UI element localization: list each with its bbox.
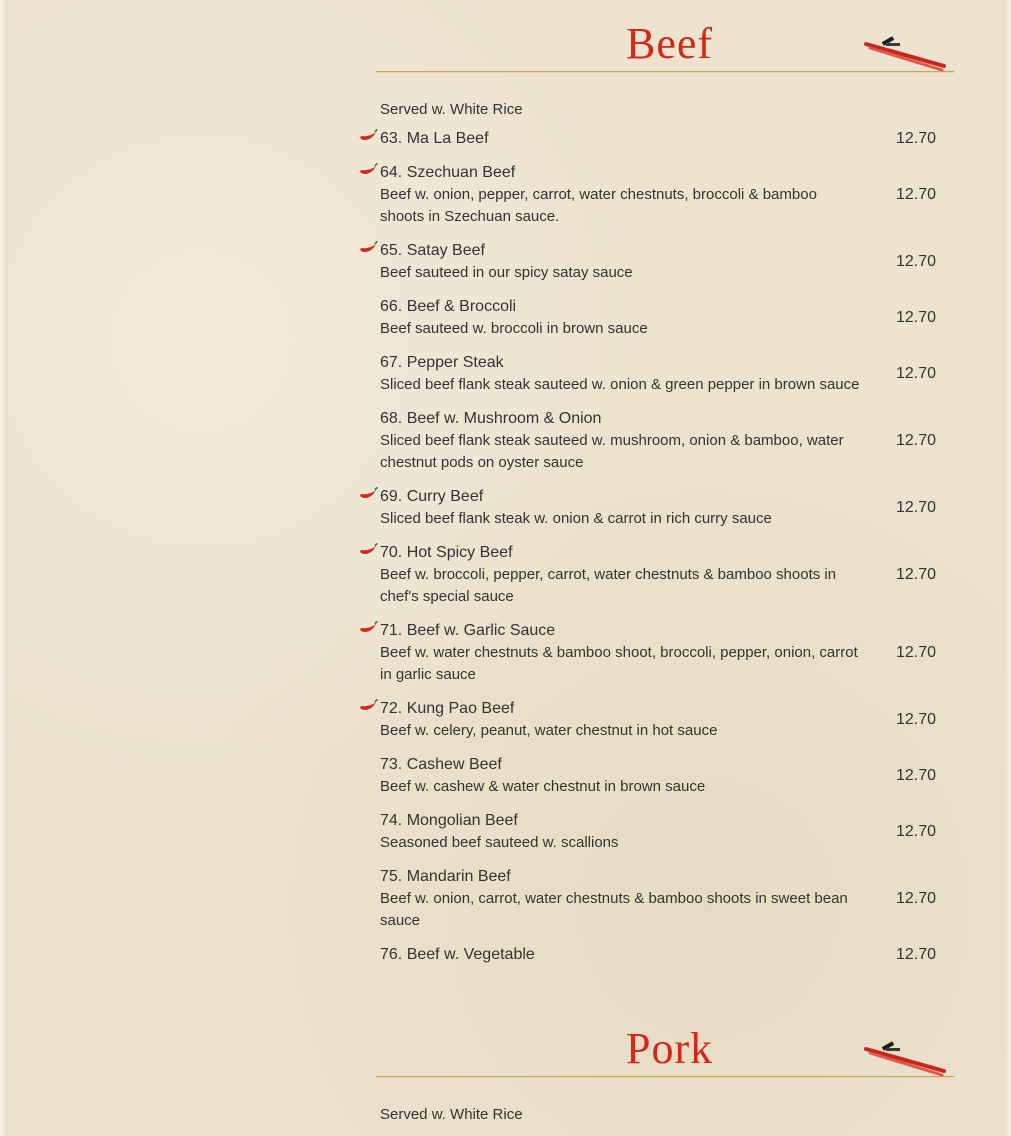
chili-pepper-icon bbox=[358, 699, 378, 713]
menu-item bbox=[356, 809, 954, 854]
menu-item-price: 12.70 bbox=[896, 252, 937, 270]
menu-item-name: 71. Beef w. Garlic Sauce bbox=[380, 622, 556, 639]
chopsticks-icon bbox=[864, 1039, 948, 1079]
menu-item-text bbox=[380, 127, 860, 150]
menu-item-name: 73. Cashew Beef bbox=[380, 756, 502, 773]
menu-item-description: Sliced beef flank steak w. onion & carrot in rich curry sauce bbox=[380, 510, 772, 527]
spicy-indicator-empty bbox=[358, 297, 378, 311]
spicy-indicator-empty bbox=[358, 811, 378, 825]
menu-item bbox=[356, 619, 954, 686]
menu-item bbox=[356, 943, 954, 966]
menu-item-name: 67. Pepper Steak bbox=[380, 354, 504, 371]
menu-item-price: 12.70 bbox=[896, 710, 937, 728]
menu-item-description: Sliced beef flank steak sauteed w. mushroom, onion & bamboo, water chestnut pods on oyster sauce bbox=[380, 432, 844, 471]
menu-item-name: 66. Beef & Broccoli bbox=[380, 298, 517, 315]
menu-item-description: Seasoned beef sauteed w. scallions bbox=[380, 834, 619, 851]
menu-item-description: Sliced beef flank steak sauteed w. onion & green pepper in brown sauce bbox=[380, 376, 860, 393]
menu-section-pork bbox=[356, 1005, 954, 1125]
menu-item bbox=[356, 351, 954, 396]
menu-item-description: Beef w. broccoli, pepper, carrot, water chestnuts & bamboo shoots in chef's special sauce bbox=[380, 566, 837, 605]
menu-item bbox=[356, 239, 954, 284]
menu-item-text bbox=[380, 407, 860, 474]
menu-item-description: Beef w. onion, pepper, carrot, water chestnuts, broccoli & bamboo shoots in Szechuan sauce. bbox=[380, 186, 817, 225]
menu-item-price: 12.70 bbox=[896, 185, 937, 203]
menu-item bbox=[356, 127, 954, 150]
menu-item-name: 64. Szechuan Beef bbox=[380, 164, 516, 181]
menu-item-price: 12.70 bbox=[896, 643, 937, 661]
menu-item bbox=[356, 161, 954, 228]
chili-pepper-icon bbox=[358, 241, 378, 255]
menu-item-price: 12.70 bbox=[896, 945, 937, 963]
menu-item-text bbox=[380, 809, 860, 854]
menu-item bbox=[356, 865, 954, 932]
served-with-note: Served w. White Rice bbox=[380, 1106, 523, 1123]
menu-item-text bbox=[380, 541, 860, 608]
menu-item-list bbox=[356, 127, 954, 966]
spicy-indicator-empty bbox=[358, 353, 378, 367]
menu-item bbox=[356, 753, 954, 798]
chili-pepper-icon bbox=[358, 129, 378, 143]
page-border-right bbox=[1003, 0, 1011, 1136]
menu-item-name: 72. Kung Pao Beef bbox=[380, 700, 515, 717]
menu-item-text bbox=[380, 485, 860, 530]
menu-item-price: 12.70 bbox=[896, 565, 937, 583]
menu-item-price: 12.70 bbox=[896, 498, 937, 516]
section-header bbox=[356, 1005, 954, 1081]
menu-item bbox=[356, 541, 954, 608]
chili-pepper-icon bbox=[358, 487, 378, 501]
menu-item-price: 12.70 bbox=[896, 308, 937, 326]
menu-item-description: Beef w. water chestnuts & bamboo shoot, broccoli, pepper, onion, carrot in garlic sauce bbox=[380, 644, 858, 683]
menu-item-price: 12.70 bbox=[896, 766, 937, 784]
spicy-indicator-empty bbox=[358, 409, 378, 423]
chili-pepper-icon bbox=[358, 543, 378, 557]
menu-item-name: 63. Ma La Beef bbox=[380, 130, 489, 147]
menu-item-text bbox=[380, 239, 860, 284]
chili-pepper-icon bbox=[358, 621, 378, 635]
menu-item-name: 70. Hot Spicy Beef bbox=[380, 544, 513, 561]
menu-item-description: Beef w. celery, peanut, water chestnut in hot sauce bbox=[380, 722, 718, 739]
menu-item-description: Beef w. onion, carrot, water chestnuts & bamboo shoots in sweet bean sauce bbox=[380, 890, 848, 929]
menu-item-text bbox=[380, 697, 860, 742]
menu-item-text bbox=[380, 295, 860, 340]
menu-item-price: 12.70 bbox=[896, 889, 937, 907]
menu-section-beef bbox=[356, 0, 954, 977]
menu-item-name: 65. Satay Beef bbox=[380, 242, 485, 259]
menu-item-name: 75. Mandarin Beef bbox=[380, 868, 511, 885]
menu-item-name: 69. Curry Beef bbox=[380, 488, 484, 505]
menu-item bbox=[356, 485, 954, 530]
menu-item-name: 68. Beef w. Mushroom & Onion bbox=[380, 410, 602, 427]
menu-item-name: 76. Beef w. Vegetable bbox=[380, 946, 535, 963]
menu-item-description: Beef sauteed w. broccoli in brown sauce bbox=[380, 320, 648, 337]
menu-item-text bbox=[380, 619, 860, 686]
chopsticks-icon bbox=[864, 34, 948, 74]
menu-item-price: 12.70 bbox=[896, 364, 937, 382]
served-with-note: Served w. White Rice bbox=[380, 101, 523, 118]
menu-item bbox=[356, 407, 954, 474]
menu-item bbox=[356, 295, 954, 340]
menu-item-description: Beef sauteed in our spicy satay sauce bbox=[380, 264, 633, 281]
menu-item-name: 74. Mongolian Beef bbox=[380, 812, 518, 829]
menu-item-price: 12.70 bbox=[896, 129, 937, 147]
menu-item-text bbox=[380, 753, 860, 798]
menu-item bbox=[356, 697, 954, 742]
menu-item-text bbox=[380, 865, 860, 932]
menu-item-text bbox=[380, 943, 860, 966]
menu-item-description: Beef w. cashew & water chestnut in brown sauce bbox=[380, 778, 706, 795]
section-title: Beef bbox=[626, 19, 714, 68]
menu-item-text bbox=[380, 161, 860, 228]
menu-item-price: 12.70 bbox=[896, 431, 937, 449]
menu-item-price: 12.70 bbox=[896, 822, 937, 840]
spicy-indicator-empty bbox=[358, 755, 378, 769]
menu-item-text bbox=[380, 351, 860, 396]
section-title: Pork bbox=[626, 1024, 714, 1073]
page-border-left bbox=[0, 0, 8, 1136]
spicy-indicator-empty bbox=[358, 945, 378, 959]
chili-pepper-icon bbox=[358, 163, 378, 177]
section-header bbox=[356, 0, 954, 76]
spicy-indicator-empty bbox=[358, 867, 378, 881]
